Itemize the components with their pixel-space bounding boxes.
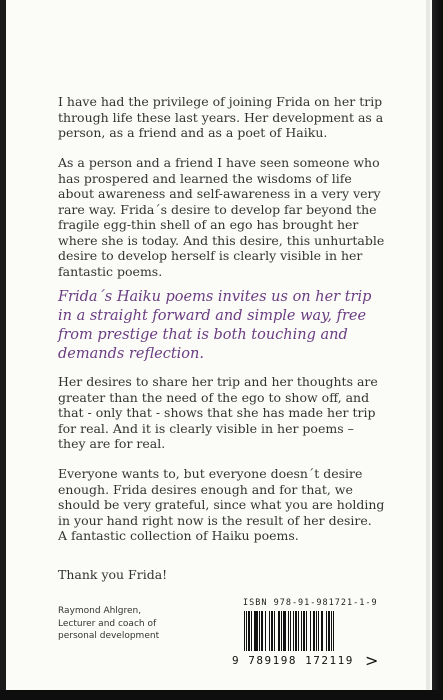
- barcode-bar: [334, 611, 335, 651]
- intro-paragraph: I have had the privilege of joining Frida on her trip through life these last years. Her development as a person, as a friend and as a poet of Haiku.: [58, 94, 384, 140]
- isbn-barcode: [244, 611, 374, 651]
- isbn-label: ISBN 978-91-981721-1-9: [243, 598, 378, 608]
- bottom-shadow: [0, 690, 443, 700]
- pull-quote: Frida´s Haiku poems invites us on her trip in a straight forward and simple way, free from prestige that is both touching and demands reflection.: [58, 289, 372, 362]
- thank-you-line: Thank you Frida!: [58, 567, 168, 582]
- barcode-arrow: >: [365, 651, 379, 670]
- cover-edge: [426, 0, 430, 700]
- barcode-digits: 9 789198 172119: [232, 654, 354, 667]
- desires-paragraph: Her desires to share her trip and her thoughts are greater than the need of the ego to show off, and that - only that - shows that she has made her trip for real. And it is clearly visible in her poems – they are for real.: [58, 374, 378, 451]
- author-signature: Raymond Ahlgren, Lecturer and coach of personal development: [58, 606, 160, 641]
- everyone-paragraph: Everyone wants to, but everyone doesn´t desire enough. Frida desires enough and for that, we should be very grateful, since what you are holding in your hand right now is the result of her desire. A fantastic collection of Haiku poems.: [58, 466, 385, 543]
- person-paragraph: As a person and a friend I have seen someone who has prospered and learned the wisdoms of life about awareness and self-awareness in a very very rare way. Frida´s desire to develop far beyond the fragile egg-thin shell of an ego has brought her where she is today. And this desire, this unhurtable desire to develop herself is clearly visible in her fantastic poems.: [58, 155, 385, 279]
